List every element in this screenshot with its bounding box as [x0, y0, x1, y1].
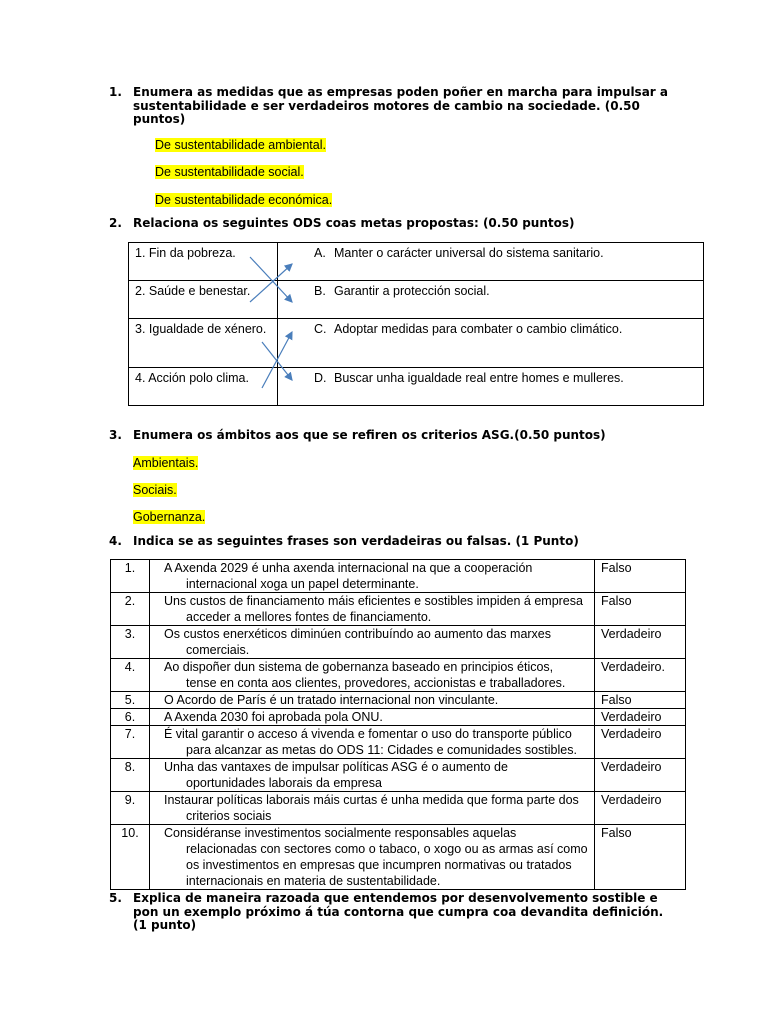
table-row — [111, 692, 686, 709]
statement-answer: Verdadeiro — [595, 709, 686, 726]
statement-answer: Verdadeiro — [595, 792, 686, 825]
question-text: Enumera os ámbitos aos que se refiren os criterios ASG.(0.50 puntos) — [133, 428, 606, 442]
statement-text — [150, 593, 595, 626]
true-false-table — [110, 559, 686, 890]
statement-answer: Verdadeiro. — [595, 659, 686, 692]
statement-first-line: A Axenda 2029 é unha axenda internacional na que a cooperación — [164, 561, 533, 575]
statement-number: 7. — [111, 726, 150, 759]
question-text: Explica de maneira razoada que entendemos por desenvolvemento sostible e pon un exemplo próximo á túa contorna que cumpra coa devandita definición. (1 punto) — [133, 891, 664, 932]
statement-first-line: Unha das vantaxes de impulsar políticas ASG é o aumento de — [164, 760, 508, 774]
statement-first-line: A Axenda 2030 foi aprobada pola ONU. — [164, 710, 383, 724]
ods-right-cell: B. Garantir a protección social. — [278, 281, 704, 319]
statement-text — [150, 759, 595, 792]
statement-answer: Falso — [595, 825, 686, 890]
table-row — [111, 792, 686, 825]
question-text: Relaciona os seguintes ODS coas metas propostas: (0.50 puntos) — [133, 216, 575, 230]
question-text: Enumera as medidas que as empresas poden poñer en marcha para impulsar a sustentabilidade e ser verdadeiros motores de cambio na sociedade. (0.50 puntos) — [133, 85, 668, 126]
statement-number: 9. — [111, 792, 150, 825]
table-row — [111, 726, 686, 759]
statement-number: 2. — [111, 593, 150, 626]
table-row — [111, 659, 686, 692]
statement-first-line: Os custos enerxéticos diminúen contribuíndo ao aumento das marxes — [164, 627, 552, 641]
q1-answer-1: De sustentabilidade ambiental. — [155, 138, 326, 152]
question-5 — [109, 892, 669, 933]
q3-answer-3: Gobernanza. — [133, 510, 206, 524]
statement-text — [150, 659, 595, 692]
statement-number: 3. — [111, 626, 150, 659]
ods-right-cell: A. Manter o carácter universal do sistema sanitario. — [278, 243, 704, 281]
statement-answer: Verdadeiro — [595, 759, 686, 792]
question-number: 5. — [109, 891, 122, 905]
ods-left-cell: 1. Fin da pobreza. — [129, 243, 278, 281]
arrow-1-to-b — [250, 257, 292, 302]
statement-number: 5. — [111, 692, 150, 709]
q1-answer-2: De sustentabilidade social. — [155, 165, 304, 179]
ods-left-cell: 4. Acción polo clima. — [129, 368, 278, 406]
statement-first-line: É vital garantir o acceso á vivenda e fomentar o uso do transporte público — [164, 727, 572, 741]
statement-continuation: relacionadas con sectores como o tabaco, o xogo ou as armas así como os investimentos en empresas que incumpren normativas ou tratados internacionais en materia de sustentabilidade. — [186, 842, 588, 888]
statement-number: 4. — [111, 659, 150, 692]
q3-answer-2: Sociais. — [133, 483, 177, 497]
table-row — [111, 709, 686, 726]
ods-right-cell: D. Buscar unha igualdade real entre homes e mulleres. — [278, 368, 704, 406]
statement-continuation: comerciais. — [186, 643, 250, 657]
statement-text — [150, 792, 595, 825]
arrow-2-to-a — [250, 264, 292, 302]
statement-number: 1. — [111, 560, 150, 593]
statement-answer: Falso — [595, 593, 686, 626]
statement-text — [150, 709, 595, 726]
arrow-4-to-c — [262, 332, 292, 388]
table-row — [111, 759, 686, 792]
question-4 — [109, 535, 669, 549]
statement-answer: Verdadeiro — [595, 626, 686, 659]
table-row — [111, 825, 686, 890]
statement-answer: Verdadeiro — [595, 726, 686, 759]
table-row — [111, 593, 686, 626]
statement-continuation: tense en conta aos clientes, provedores, accionistas e traballadores. — [186, 676, 566, 690]
ods-left-cell: 3. Igualdade de xénero. — [129, 319, 278, 368]
statement-answer: Falso — [595, 692, 686, 709]
question-number: 4. — [109, 534, 122, 548]
statement-number: 6. — [111, 709, 150, 726]
statement-text — [150, 726, 595, 759]
table-row — [111, 626, 686, 659]
statement-text — [150, 825, 595, 890]
question-number: 2. — [109, 216, 122, 230]
ods-right-cell: C. Adoptar medidas para combater o cambio climático. — [278, 319, 704, 368]
statement-text — [150, 626, 595, 659]
question-number: 3. — [109, 428, 122, 442]
statement-first-line: Uns custos de financiamento máis eficientes e sostibles impiden á empresa — [164, 594, 583, 608]
statement-first-line: Considéranse investimentos socialmente responsables aquelas — [164, 826, 517, 840]
statement-text — [150, 560, 595, 593]
statement-continuation: criterios sociais — [186, 809, 272, 823]
ods-left-cell: 2. Saúde e benestar. — [129, 281, 278, 319]
statement-number: 10. — [111, 825, 150, 890]
statement-first-line: Instaurar políticas laborais máis curtas é unha medida que forma parte dos — [164, 793, 579, 807]
statement-first-line: O Acordo de París é un tratado internacional non vinculante. — [164, 693, 499, 707]
question-number: 1. — [109, 85, 122, 99]
q3-answer-1: Ambientais. — [133, 456, 199, 470]
statement-continuation: internacional xoga un papel determinante. — [186, 577, 419, 591]
statement-number: 8. — [111, 759, 150, 792]
q1-answer-3: De sustentabilidade económica. — [155, 193, 333, 207]
statement-answer: Falso — [595, 560, 686, 593]
statement-continuation: oportunidades laborais da empresa — [186, 776, 382, 790]
table-row — [111, 560, 686, 593]
statement-text — [150, 692, 595, 709]
statement-first-line: Ao dispoñer dun sistema de gobernanza baseado en principios éticos, — [164, 660, 554, 674]
statement-continuation: para alcanzar as metas do ODS 11: Cidades e comunidades sostibles. — [186, 743, 577, 757]
question-3 — [109, 429, 669, 443]
statement-continuation: acceder a mellores fontes de financiamento. — [186, 610, 432, 624]
question-text: Indica se as seguintes frases son verdadeiras ou falsas. (1 Punto) — [133, 534, 579, 548]
